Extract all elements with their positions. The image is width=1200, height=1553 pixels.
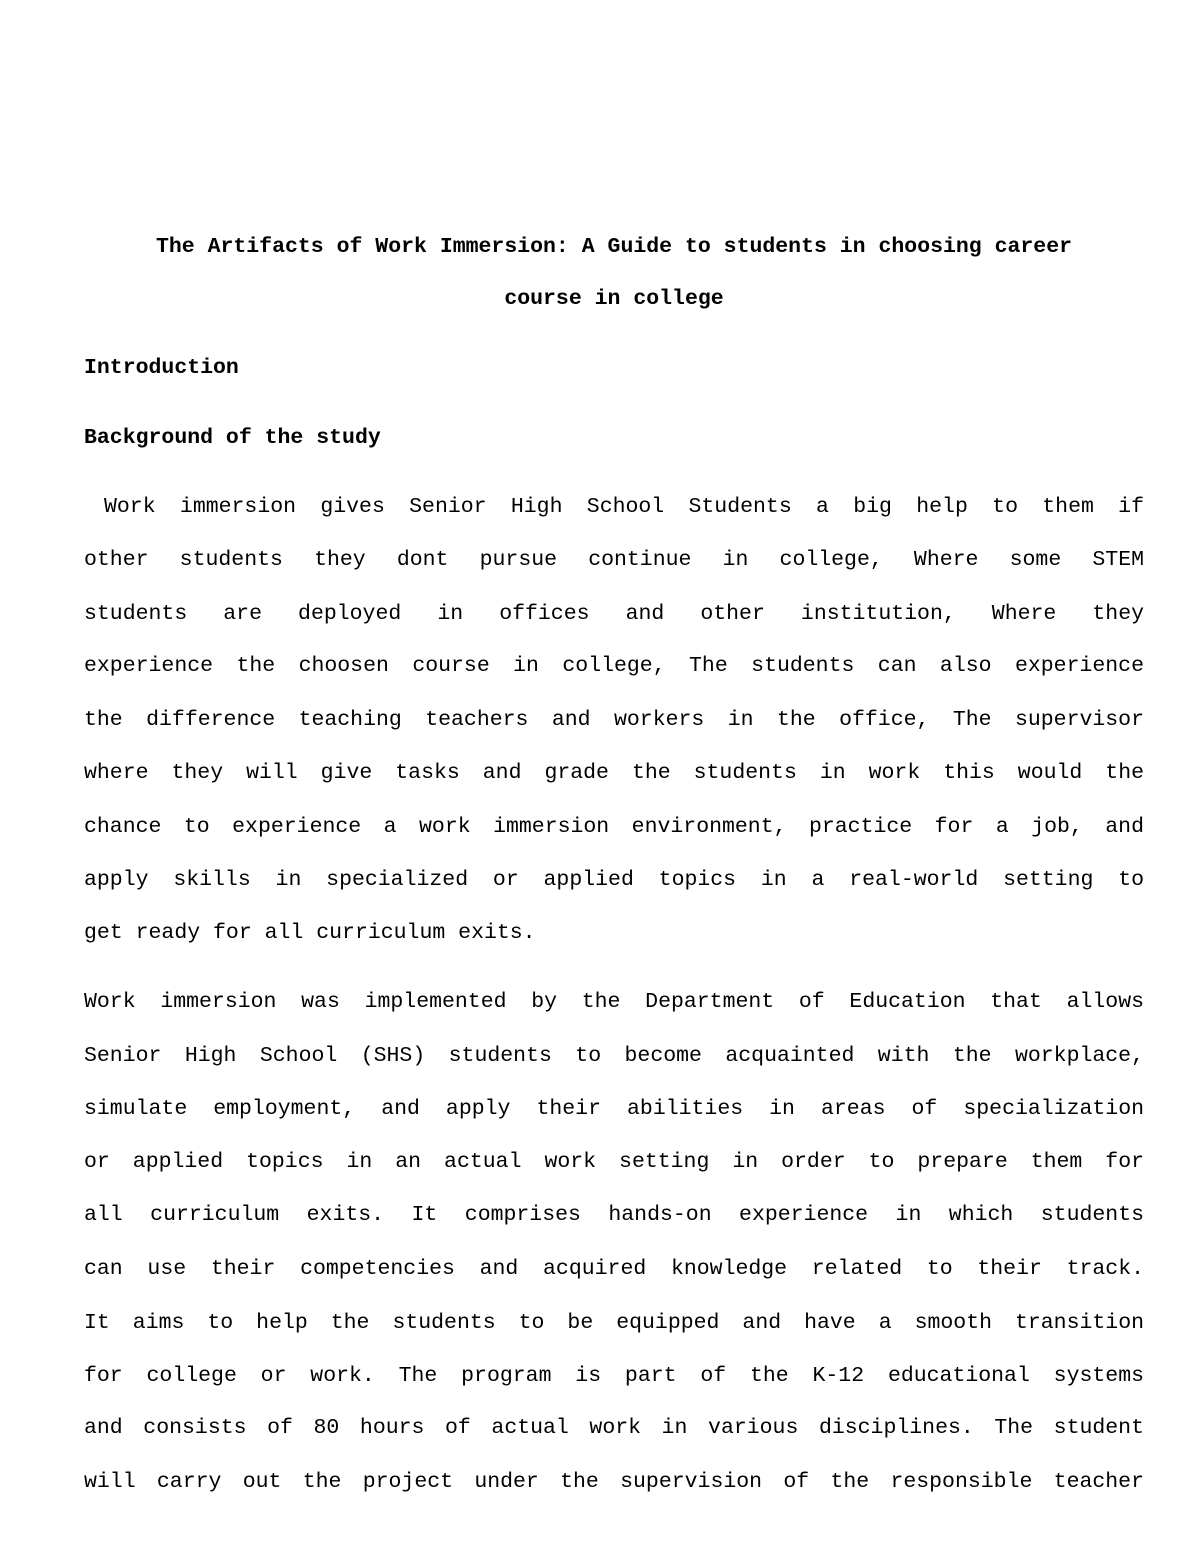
- paragraph-2-line: for college or work. The program is part of the K-12 educational systems: [84, 1364, 1144, 1388]
- paragraph-2-line: and consists of 80 hours of actual work in various disciplines. The student: [84, 1416, 1144, 1440]
- paragraph-2-line: Work immersion was implemented by the Department of Education that allows: [84, 990, 1144, 1014]
- paragraph-1-line: apply skills in specialized or applied topics in a real-world setting to: [84, 868, 1144, 892]
- paragraph-2-line: will carry out the project under the supervision of the responsible teacher: [84, 1470, 1144, 1494]
- paragraph-1-line: where they will give tasks and grade the students in work this would the: [84, 761, 1144, 785]
- document-title-line-1: The Artifacts of Work Immersion: A Guide to students in choosing career: [155, 235, 1073, 259]
- paragraph-2-line: all curriculum exits. It comprises hands-on experience in which students: [84, 1203, 1144, 1227]
- paragraph-1-line: other students they dont pursue continue in college, Where some STEM: [84, 548, 1144, 572]
- paragraph-2-line: or applied topics in an actual work setting in order to prepare them for: [84, 1150, 1144, 1174]
- paragraph-2-line: can use their competencies and acquired knowledge related to their track.: [84, 1257, 1144, 1281]
- paragraph-1-line: get ready for all curriculum exits.: [84, 921, 536, 945]
- document-title-line-2: course in college: [504, 287, 724, 311]
- paragraph-2-line: It aims to help the students to be equipped and have a smooth transition: [84, 1311, 1144, 1335]
- paragraph-1-line: chance to experience a work immersion environment, practice for a job, and: [84, 815, 1144, 839]
- paragraph-1-line: Work immersion gives Senior High School Students a big help to them if: [104, 495, 1144, 519]
- paragraph-1-line: the difference teaching teachers and workers in the office, The supervisor: [84, 708, 1144, 732]
- heading-introduction: Introduction: [84, 356, 239, 380]
- heading-background-of-the-study: Background of the study: [84, 426, 381, 450]
- paragraph-1-line: students are deployed in offices and other institution, Where they: [84, 602, 1144, 626]
- paragraph-2-line: simulate employment, and apply their abilities in areas of specialization: [84, 1097, 1144, 1121]
- paragraph-2-line: Senior High School (SHS) students to become acquainted with the workplace,: [84, 1044, 1144, 1068]
- paragraph-1-line: experience the choosen course in college, The students can also experience: [84, 654, 1144, 678]
